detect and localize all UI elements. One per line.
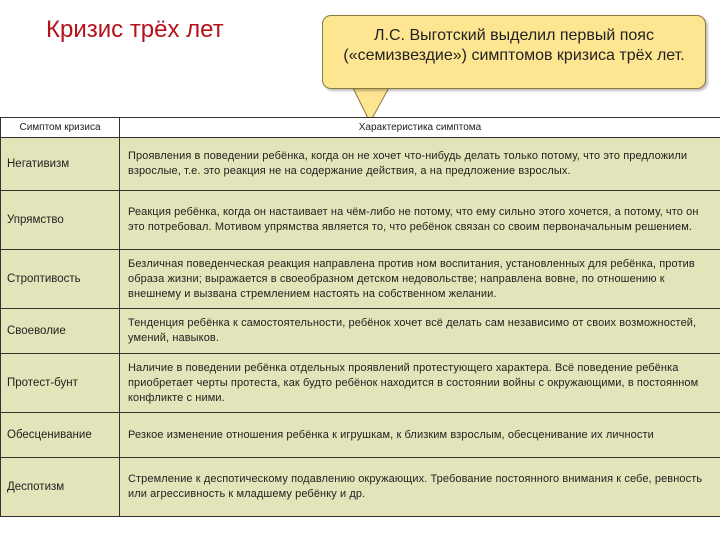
description-cell: Стремление к деспотическому подавлению окружающих. Требование постоянного внимания к себе, ревность или агрессивность к младшему ребёнку и др.	[120, 458, 720, 517]
description-cell: Проявления в поведении ребёнка, когда он не хочет что-нибудь делать только потому, что это предложили взрослые, т.е. это реакция не на содержание действия, а на предложение взрослых.	[120, 138, 720, 191]
header-description: Характеристика симптома	[120, 118, 720, 138]
description-cell: Тенденция ребёнка к самостоятельности, ребёнок хочет всё делать сам независимо от своих возможностей, умений, навыков.	[120, 309, 720, 354]
header-symptom: Симптом кризиса	[1, 118, 120, 138]
table-row	[1, 309, 720, 354]
table-row	[1, 458, 720, 517]
table-row	[1, 354, 720, 413]
description-cell: Наличие в поведении ребёнка отдельных проявлений протестующего характера. Всё поведение ребёнка приобретает черты протеста, как будто ребёнок находится в состоянии войны с окружающими, в постоянном конфликте с ними.	[120, 354, 720, 413]
symptom-cell: Протест-бунт	[1, 354, 120, 413]
symptom-cell: Упрямство	[1, 191, 120, 250]
symptom-cell: Своеволие	[1, 309, 120, 354]
description-cell: Безличная поведенческая реакция направлена против ном воспитания, установленных для ребёнка, против образа жизни; выражается в своеобразном детском недовольстве; направлена вовне, по отношению к внешнему и вызвана стремлением настоять на собственном желании.	[120, 250, 720, 309]
symptoms-table	[0, 117, 720, 517]
table-row	[1, 138, 720, 191]
symptom-cell: Обесценивание	[1, 413, 120, 458]
callout-bubble: Л.С. Выготский выделил первый пояс («семизвездие») симптомов кризиса трёх лет.	[322, 15, 706, 89]
table-header-row	[1, 118, 720, 138]
symptom-cell: Деспотизм	[1, 458, 120, 517]
table-row	[1, 250, 720, 309]
description-cell: Реакция ребёнка, когда он настаивает на чём-либо не потому, что ему сильно этого хочется, а потому, что он это потребовал. Мотивом упрямства является то, что ребёнок связан со своим первоначальным решением.	[120, 191, 720, 250]
description-cell: Резкое изменение отношения ребёнка к игрушкам, к близким взрослым, обесценивание их личности	[120, 413, 720, 458]
symptom-cell: Негативизм	[1, 138, 120, 191]
symptom-cell: Строптивость	[1, 250, 120, 309]
table-row	[1, 413, 720, 458]
slide-title: Кризис трёх лет	[46, 16, 224, 43]
table-row	[1, 191, 720, 250]
